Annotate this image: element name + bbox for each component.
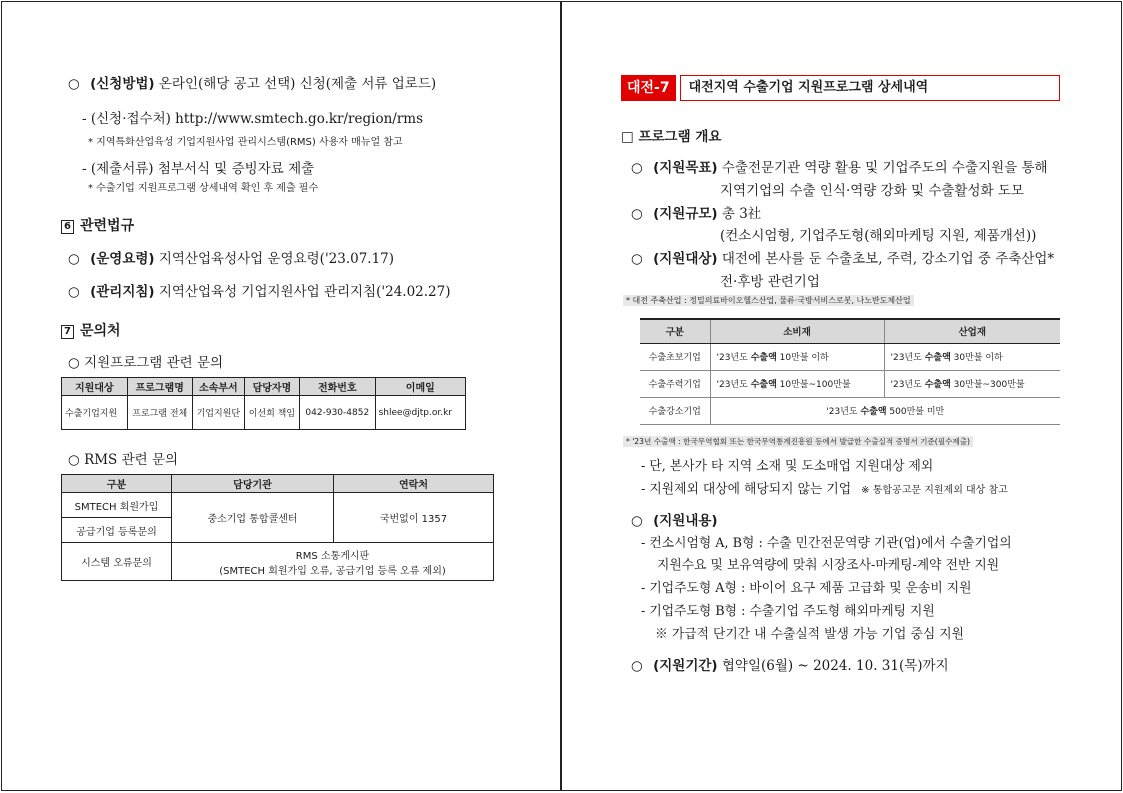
table-cell: '23년도 수출액 30만불~300만불 (884, 370, 1060, 397)
table-cell: 수출강소기업 (640, 397, 710, 424)
content-1: - 컨소시엄형 A, B형 : 수출 민간전문역량 기관(업)에서 수출기업의 (641, 536, 1012, 551)
apply-docs: - (제출서류) 첨부서식 및 증빙자료 제출 (82, 161, 315, 177)
table-cell: shlee@djtp.or.kr (375, 396, 465, 430)
rms-board-note: (SMTECH 회원가입 오류, 공급기업 등록 오류 제외) (219, 565, 446, 577)
table-cell: '23년도 수출액 10만불~100만불 (710, 370, 884, 397)
program-title-box (621, 75, 1060, 101)
table-header-row (62, 475, 494, 493)
goal-line2: 지역기업의 수출 인식·역량 강화 및 수출활성화 도모 (720, 183, 1024, 199)
table-header: 소비재 (710, 319, 884, 343)
table-cell: 수출주력기업 (640, 370, 710, 397)
industry-note: * 대전 주축산업 : 정밀의료바이오헬스산업, 물류·국방서비스로봇, 나노반도체산업 (623, 295, 914, 306)
table-header-row (640, 319, 1060, 343)
table-cell: 수출기업지원 (62, 396, 128, 430)
table-cell: 수출초보기업 (640, 343, 710, 370)
rms-table (61, 474, 494, 581)
table-cell: 공급기업 등록문의 (62, 518, 172, 543)
contact-table (61, 377, 466, 430)
content-note: ※ 가급적 단기간 내 수출실적 발생 가능 기업 중심 지원 (655, 627, 965, 642)
table-row (62, 396, 466, 430)
table-header: 프로그램명 (127, 378, 192, 396)
rms-board-label: RMS 소통게시판 (295, 550, 370, 562)
goal: ○ (지원목표) 수출전문기관 역량 활용 및 기업주도의 수출지원을 통해 (631, 160, 1048, 176)
table-header: 담당기관 (172, 475, 334, 493)
period: ○ (지원기간) 협약일(6월) ~ 2024. 10. 31(목)까지 (631, 658, 949, 674)
table-header: 전화번호 (300, 378, 376, 396)
program-tag: 대전-7 (621, 75, 676, 101)
table-cell: '23년도 수출액 10만불 이하 (710, 343, 884, 370)
content-1-line2: 지원수요 및 보유역량에 맞춰 시장조사-마케팅-계약 전반 지원 (657, 558, 1000, 573)
table-row (62, 543, 494, 581)
exclude-2: - 지원제외 대상에 해당되지 않는 기업 ※ 통합공고문 지원제외 대상 참고 (641, 482, 1008, 497)
table-row (62, 493, 494, 518)
table-cell: '23년도 수출액 500만불 미만 (710, 397, 1060, 424)
table-cell: 이선희 책임 (244, 396, 299, 430)
content-3: - 기업주도형 B형 : 수출기업 주도형 해외마케팅 지원 (641, 604, 935, 619)
section-6-number: 6 (61, 220, 74, 234)
content: ○ (지원내용) (631, 513, 718, 529)
table-cell: 042-930-4852 (300, 396, 376, 430)
scale-line2: (컨소시엄형, 기업주도형(해외마케팅 지원, 제품개선)) (720, 228, 1037, 244)
program-title: 대전지역 수출기업 지원프로그램 상세내역 (680, 75, 1060, 101)
table-cell: 시스템 오류문의 (62, 543, 172, 581)
target: ○ (지원대상) 대전에 본사를 둔 수출초보, 주력, 강소기업 중 주축산업* (631, 251, 1055, 267)
export-note: * '23년 수출액 : 한국무역협회 또는 한국무역통계진흥원 등에서 발급한 수출실적 증명서 기준(필수제출) (623, 436, 973, 447)
rule-operation: ○ (운영요령) 지역산업육성사업 운영요령('23.07.17) (68, 251, 395, 267)
content-2: - 기업주도형 A형 : 바이어 요구 제품 고급화 및 운송비 지원 (641, 581, 972, 596)
table-cell: '23년도 수출액 30만불 이하 (884, 343, 1060, 370)
apply-site-note: * 지역특화산업육성 기업지원사업 관리시스템(RMS) 사용자 매뉴얼 참고 (88, 137, 403, 148)
target-line2: 전·후방 관련기업 (720, 274, 820, 290)
contact-heading: ○ 지원프로그램 관련 문의 (68, 355, 224, 371)
rms-heading: ○ RMS 관련 문의 (68, 452, 179, 468)
exclude-1: - 단, 본사가 타 지역 소재 및 도소매업 지원대상 제외 (641, 459, 934, 474)
table-header: 산업재 (884, 319, 1060, 343)
target-company-table (640, 318, 1060, 425)
table-row (640, 397, 1060, 424)
scale: ○ (지원규모) 총 3社 (631, 206, 762, 222)
section-7-number: 7 (61, 325, 74, 339)
section-7-heading: 7 문의처 (61, 320, 121, 340)
rule-management: ○ (관리지침) 지역산업육성 기업지원사업 관리지침('24.02.27) (68, 284, 451, 300)
table-row (640, 343, 1060, 370)
apply-docs-note: * 수출기업 지원프로그램 상세내역 확인 후 제출 필수 (88, 183, 319, 194)
table-header: 구분 (62, 475, 172, 493)
table-header-row (62, 378, 466, 396)
table-header: 이메일 (375, 378, 465, 396)
section-6-heading: 6 관련법규 (61, 215, 134, 235)
table-header: 지원대상 (62, 378, 128, 396)
table-row (640, 370, 1060, 397)
table-header: 담당자명 (244, 378, 299, 396)
table-cell: 기업지원단 (192, 396, 244, 430)
table-header: 소속부서 (192, 378, 244, 396)
table-cell (172, 543, 494, 581)
table-header: 구분 (640, 319, 710, 343)
table-cell: 중소기업 통합콜센터 (172, 493, 334, 543)
overview-heading: □ 프로그램 개요 (621, 129, 722, 145)
table-header: 연락처 (334, 475, 494, 493)
table-cell: 국번없이 1357 (334, 493, 494, 543)
apply-method: ○ (신청방법) 온라인(해당 공고 선택) 신청(제출 서류 업로드) (68, 76, 437, 92)
apply-site: - (신청·접수처) http://www.smtech.go.kr/region/rms (82, 111, 424, 127)
table-cell: 프로그램 전체 (127, 396, 192, 430)
table-cell: SMTECH 회원가입 (62, 493, 172, 518)
